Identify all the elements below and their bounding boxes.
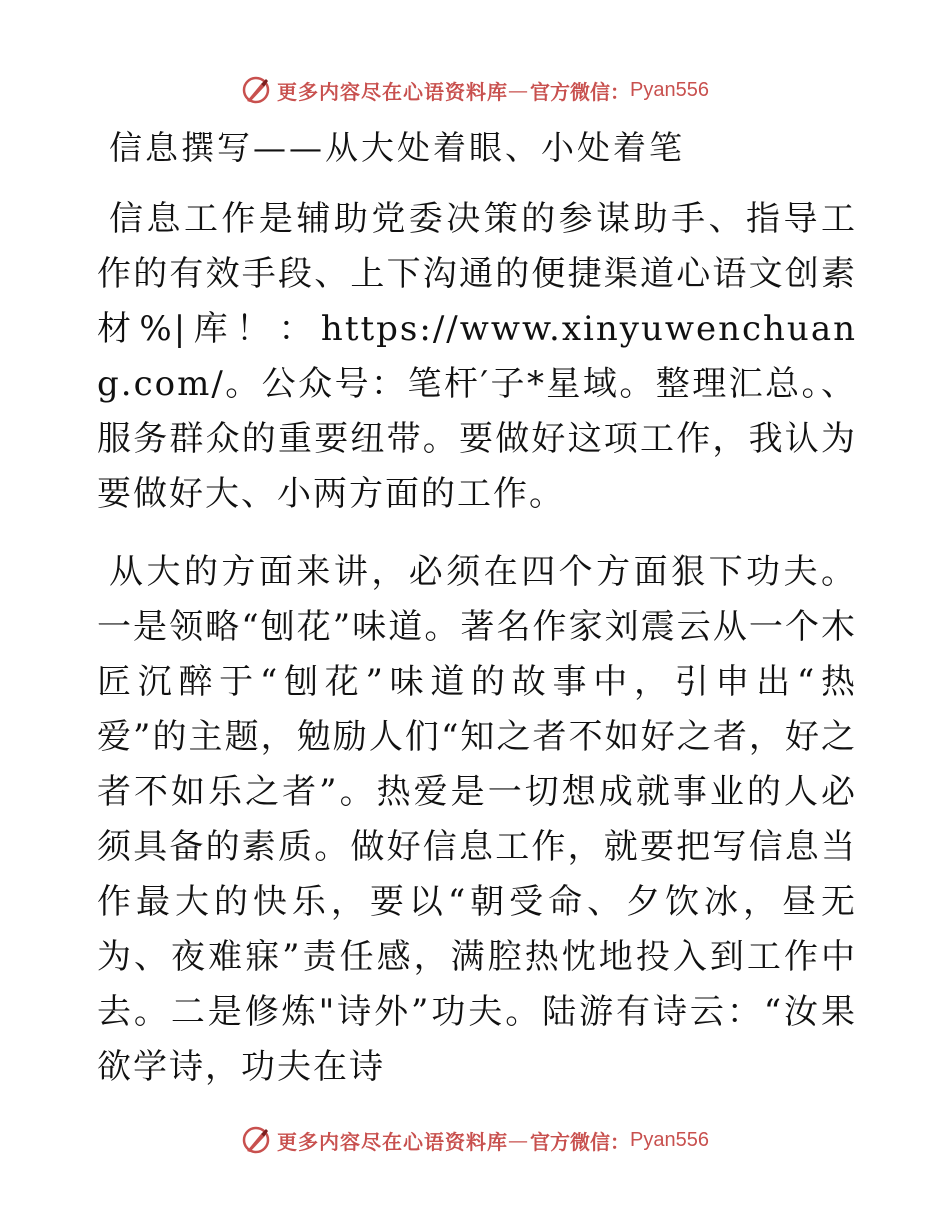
header-wechat-label: 官方微信： [530,79,631,104]
paragraph-2: 从大的方面来讲，必须在四个方面狠下功夫。一是领略“刨花”味道。著名作家刘震云从一个木匠沉醉于“刨花”味道的故事中，引申出“热爱”的主题，勉励人们“知之者不如好之者，好之者不如乐之者”。热爱是一切想成就事业的人必须具备的素质。做好信息工作，就要把写信息当作最大的快乐，要以“朝受命、夕饮冰，昼无为、夜难寐”责任感，满腔热忱地投入到工作中去。二是修炼"诗外”功夫。陆游有诗云：“汝果欲学诗，功夫在诗 [97,552,857,1087]
footer-banner [0,1120,950,1160]
header-wechat-id: Pyan556 [630,78,709,101]
footer-banner-separator: — [508,1128,529,1152]
header-banner-text: 更多内容尽在心语资料库 [277,79,509,104]
document-title: 信息撰写——从大处着眼、小处着笔 [109,128,685,167]
document-body [97,120,857,1118]
footer-wechat-id: Pyan556 [630,1128,709,1151]
footer-wechat-label: 官方微信： [530,1129,631,1154]
pen-logo-icon [241,75,271,105]
pen-logo-icon [241,1125,271,1155]
footer-banner-text: 更多内容尽在心语资料库 [277,1129,509,1154]
header-banner-separator: — [508,78,529,102]
header-banner [0,70,950,110]
paragraph-1: 信息工作是辅助党委决策的参谋助手、指导工作的有效手段、上下沟通的便捷渠道心语文创素材%|库！：https://www.xinyuwenchuang.com/。公众号：笔杆′子*星域。整理汇总。、服务群众的重要纽带。要做好这项工作，我认为要做好大、小两方面的工作。 [97,199,857,514]
